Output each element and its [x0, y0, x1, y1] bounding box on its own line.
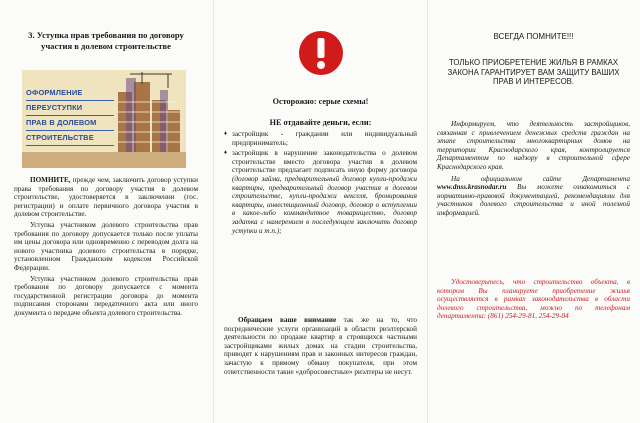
left-column	[0, 0, 212, 423]
caption-line: ПЕРЕУСТУПКИ	[26, 101, 114, 116]
paragraph	[224, 316, 417, 376]
construction-illustration	[22, 70, 186, 168]
caption-line: ПРАВ В ДОЛЕВОМ	[26, 116, 114, 131]
paragraph	[437, 175, 630, 218]
right-column	[427, 0, 640, 423]
section-heading: НЕ отдавайте деньги, если:	[269, 118, 372, 127]
bullet-text: застройщик в нарушение законодательства о долевом строительстве вместо договора участия в долевом строительстве предлагает подписать иную форму договора	[232, 149, 417, 175]
paragraph-text: прежде чем, заключить договор уступки права требования по договору участия в долевом строительстве, удостоверяется в заключении (гос. регистрации) и оплате первичного договора участия в долевом строительстве.	[14, 176, 198, 219]
warning-title: Осторожно: серые схемы!	[272, 97, 369, 106]
paragraph-text: На официальном сайте Департамента	[451, 174, 630, 183]
warning-icon	[298, 30, 344, 76]
paragraph: Уступка участником долевого строительства прав требования по договору допускается с момента государственной регистрации договора до момента подписания сторонами передаточного акта или иного документа о передаче объекта долевого строительства.	[14, 274, 198, 317]
reminder-title: ВСЕГДА ПОМНИТЕ!!!	[493, 32, 574, 41]
paragraph	[14, 176, 198, 219]
website-link[interactable]: www.dnss.krasnodar.ru	[437, 183, 507, 192]
section-title: 3. Уступка прав требования по договору участия в долевом строительстве	[28, 30, 184, 51]
middle-body	[224, 118, 417, 237]
paragraph: Уступка участником долевого строительства прав требования по договору допускается только после уплаты им цены договора или одновременно с переводом долга на нового участника долевого строительства в порядке, установленном Гражданским кодексом Российской Федерации.	[14, 220, 198, 272]
emphasis: ПОМНИТЕ,	[30, 176, 71, 184]
right-body	[437, 120, 630, 221]
bullet-item	[224, 149, 417, 235]
paragraph-text: Вы можете ознакомиться с нормативно-правовой документацией, рекомендациями для участников долевого строительства и иной полезной информацией.	[437, 183, 630, 217]
bullet-examples: (договор займа, предварительный договор купли-продажи квартиры, предварительный договор участия в долевом строительстве, купли-продажи векселя, бронирования квартиры, инвестиционный договор, договор о вступлении в какое-либо коммандитное товарищество, договор задатка с намерением в последующем заключить договор уступки и т.п.);	[232, 174, 417, 235]
illustration-caption	[26, 86, 114, 146]
paragraph-text: так же на то, что посреднические услуги организаций в области риэлтерской деятельности по продаже квартир в строящихся частными застройщиками жилых домах на стадии строительства, приводят к нарушениям прав и законных интересов граждан, зачастую к прямому обману покупателя, при этом ответственности такие «добросовестные» риэлтеры не несут.	[224, 316, 417, 376]
attention-block	[224, 316, 417, 376]
guarantee-statement: ТОЛЬКО ПРИОБРЕТЕНИЕ ЖИЛЬЯ В РАМКАХ ЗАКОНА ГАРАНТИРУЕТ ВАМ ЗАЩИТУ ВАШИХ ПРАВ И ИНТЕРЕСОВ.	[447, 58, 620, 87]
phone-notice	[437, 278, 630, 321]
middle-column	[213, 0, 428, 423]
paragraph: Удостоверьтесь, что строительство объекта, в котором Вы планируете приобретение жилья осуществляется в рамках законодательства в области долевого строительства, можно по телефонам департамента: (861) 254-29-81, 254-29-84	[437, 278, 630, 321]
caption-line: ОФОРМЛЕНИЕ	[26, 86, 114, 101]
emphasis: Обращаем ваше внимание	[238, 316, 337, 324]
caption-line: СТРОИТЕЛЬСТВЕ	[26, 131, 114, 146]
paragraph: Информируем, что деятельность застройщиков, связанная с привлечением денежных средств граждан на этапе строительства многоквартирных домов на территории Краснодарского края, контролируется Департаментом по надзору в строительной сфере Краснодарского края.	[437, 120, 630, 171]
left-body	[14, 176, 198, 320]
bullet-item: ♦ застройщик - граждании или индивидуальный предприниматель;	[224, 130, 417, 147]
